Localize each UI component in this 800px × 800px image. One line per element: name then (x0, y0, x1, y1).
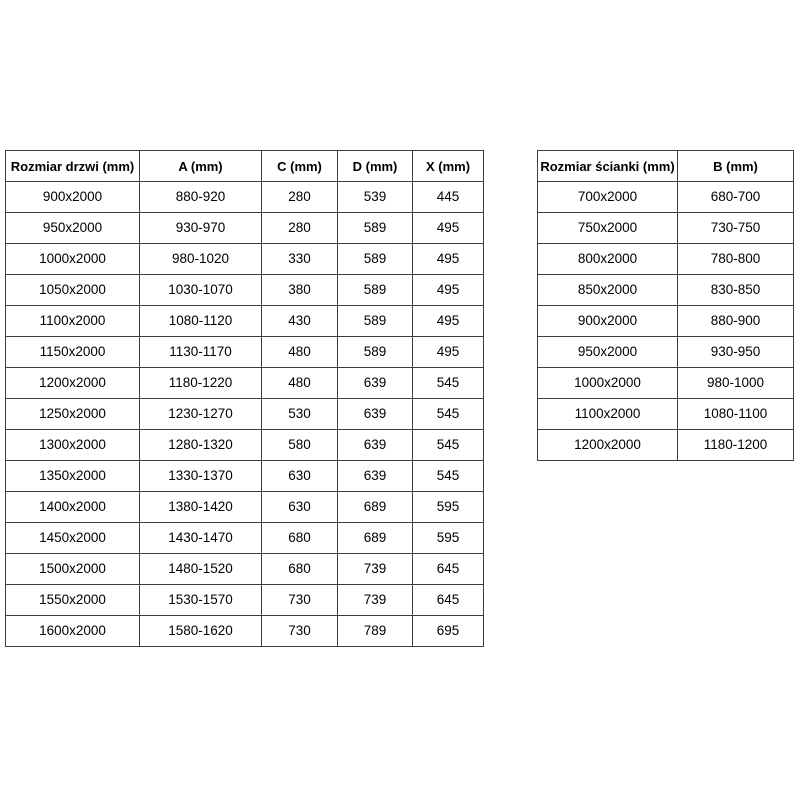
table-cell: 1580-1620 (140, 616, 262, 647)
table-row (6, 430, 484, 461)
wall-table-header-row (538, 151, 794, 182)
table-cell: 1350x2000 (6, 461, 140, 492)
table-cell: 750x2000 (538, 213, 678, 244)
column-header: X (mm) (413, 151, 484, 182)
table-cell: 830-850 (678, 275, 794, 306)
table-row (6, 461, 484, 492)
table-cell: 589 (338, 306, 413, 337)
table-cell: 530 (262, 399, 338, 430)
table-row (538, 244, 794, 275)
table-cell: 1150x2000 (6, 337, 140, 368)
table-row (6, 492, 484, 523)
table-cell: 480 (262, 337, 338, 368)
table-cell: 1430-1470 (140, 523, 262, 554)
table-cell: 680 (262, 523, 338, 554)
table-cell: 1230-1270 (140, 399, 262, 430)
table-cell: 589 (338, 275, 413, 306)
table-row (6, 399, 484, 430)
table-cell: 900x2000 (6, 182, 140, 213)
table-cell: 1080-1120 (140, 306, 262, 337)
table-row (6, 368, 484, 399)
table-row (538, 430, 794, 461)
table-cell: 695 (413, 616, 484, 647)
column-header: C (mm) (262, 151, 338, 182)
table-row (6, 337, 484, 368)
table-cell: 545 (413, 430, 484, 461)
table-row (6, 306, 484, 337)
table-cell: 780-800 (678, 244, 794, 275)
table-cell: 950x2000 (6, 213, 140, 244)
table-row (6, 523, 484, 554)
table-cell: 545 (413, 399, 484, 430)
table-cell: 445 (413, 182, 484, 213)
table-cell: 280 (262, 213, 338, 244)
table-row (6, 182, 484, 213)
table-cell: 739 (338, 585, 413, 616)
door-sizes-table (5, 150, 484, 647)
table-cell: 645 (413, 554, 484, 585)
table-row (538, 337, 794, 368)
wall-sizes-table (537, 150, 794, 461)
column-header: Rozmiar ścianki (mm) (538, 151, 678, 182)
table-cell: 545 (413, 461, 484, 492)
table-row (6, 616, 484, 647)
table-row (538, 368, 794, 399)
table-cell: 495 (413, 337, 484, 368)
table-cell: 639 (338, 399, 413, 430)
table-row (6, 275, 484, 306)
table-cell: 800x2000 (538, 244, 678, 275)
table-cell: 1530-1570 (140, 585, 262, 616)
table-cell: 539 (338, 182, 413, 213)
table-cell: 580 (262, 430, 338, 461)
table-cell: 1200x2000 (6, 368, 140, 399)
table-cell: 280 (262, 182, 338, 213)
table-cell: 930-970 (140, 213, 262, 244)
table-cell: 689 (338, 492, 413, 523)
table-cell: 880-900 (678, 306, 794, 337)
table-cell: 680 (262, 554, 338, 585)
table-cell: 850x2000 (538, 275, 678, 306)
table-cell: 630 (262, 461, 338, 492)
table-cell: 639 (338, 461, 413, 492)
table-cell: 1180-1200 (678, 430, 794, 461)
table-row (538, 182, 794, 213)
table-cell: 589 (338, 337, 413, 368)
column-header: D (mm) (338, 151, 413, 182)
table-cell: 1380-1420 (140, 492, 262, 523)
table-cell: 980-1000 (678, 368, 794, 399)
table-cell: 589 (338, 213, 413, 244)
table-row (538, 275, 794, 306)
table-cell: 1100x2000 (6, 306, 140, 337)
table-cell: 1050x2000 (6, 275, 140, 306)
table-cell: 739 (338, 554, 413, 585)
table-cell: 1250x2000 (6, 399, 140, 430)
table-cell: 930-950 (678, 337, 794, 368)
table-cell: 330 (262, 244, 338, 275)
table-cell: 639 (338, 430, 413, 461)
table-cell: 880-920 (140, 182, 262, 213)
table-cell: 680-700 (678, 182, 794, 213)
table-row (6, 585, 484, 616)
table-cell: 1000x2000 (6, 244, 140, 275)
table-cell: 480 (262, 368, 338, 399)
table-cell: 700x2000 (538, 182, 678, 213)
table-cell: 730 (262, 585, 338, 616)
table-cell: 730 (262, 616, 338, 647)
table-cell: 495 (413, 213, 484, 244)
table-cell: 1550x2000 (6, 585, 140, 616)
table-row (538, 306, 794, 337)
door-table-header-row (6, 151, 484, 182)
table-cell: 495 (413, 275, 484, 306)
table-cell: 595 (413, 523, 484, 554)
table-cell: 1130-1170 (140, 337, 262, 368)
table-row (538, 213, 794, 244)
table-cell: 980-1020 (140, 244, 262, 275)
table-cell: 545 (413, 368, 484, 399)
column-header: A (mm) (140, 151, 262, 182)
table-cell: 630 (262, 492, 338, 523)
table-cell: 1400x2000 (6, 492, 140, 523)
table-cell: 589 (338, 244, 413, 275)
table-cell: 1180-1220 (140, 368, 262, 399)
table-cell: 1200x2000 (538, 430, 678, 461)
table-cell: 1280-1320 (140, 430, 262, 461)
table-cell: 1100x2000 (538, 399, 678, 430)
table-cell: 950x2000 (538, 337, 678, 368)
table-row (538, 399, 794, 430)
column-header: Rozmiar drzwi (mm) (6, 151, 140, 182)
table-cell: 495 (413, 306, 484, 337)
table-cell: 380 (262, 275, 338, 306)
table-cell: 1450x2000 (6, 523, 140, 554)
table-row (6, 213, 484, 244)
table-cell: 1480-1520 (140, 554, 262, 585)
table-cell: 639 (338, 368, 413, 399)
table-cell: 595 (413, 492, 484, 523)
column-header: B (mm) (678, 151, 794, 182)
table-cell: 1600x2000 (6, 616, 140, 647)
table-cell: 1080-1100 (678, 399, 794, 430)
table-cell: 1000x2000 (538, 368, 678, 399)
table-cell: 1500x2000 (6, 554, 140, 585)
table-cell: 495 (413, 244, 484, 275)
table-cell: 645 (413, 585, 484, 616)
table-cell: 730-750 (678, 213, 794, 244)
table-cell: 789 (338, 616, 413, 647)
table-row (6, 244, 484, 275)
table-cell: 900x2000 (538, 306, 678, 337)
table-cell: 1030-1070 (140, 275, 262, 306)
table-cell: 430 (262, 306, 338, 337)
table-cell: 1330-1370 (140, 461, 262, 492)
table-cell: 1300x2000 (6, 430, 140, 461)
table-row (6, 554, 484, 585)
table-cell: 689 (338, 523, 413, 554)
